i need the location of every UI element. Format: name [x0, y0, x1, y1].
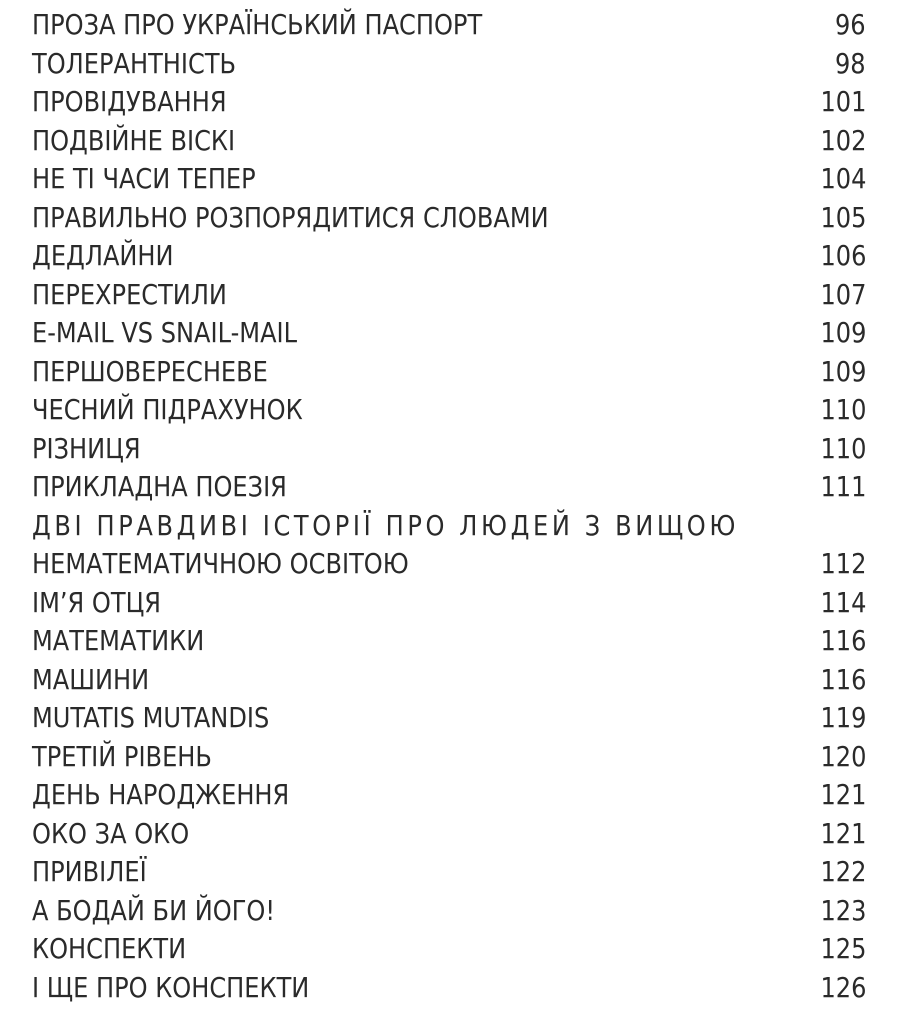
toc-entry — [32, 122, 872, 161]
toc-entry — [32, 815, 872, 854]
toc-entry-page: 98 — [835, 46, 866, 80]
toc-entry-page: 110 — [820, 431, 866, 465]
toc-entry-page: 126 — [820, 970, 866, 1004]
toc-entry — [32, 45, 872, 84]
toc-entry — [32, 661, 872, 700]
toc-entry — [32, 699, 872, 738]
toc-entry — [32, 507, 872, 546]
toc-entry — [32, 622, 872, 661]
toc-entry-title: ДВІ ПРАВДИВІ ІСТОРІЇ ПРО ЛЮДЕЙ З ВИЩОЮ — [32, 508, 739, 542]
toc-entry-title: ПЕРЕХРЕСТИЛИ — [32, 277, 227, 311]
toc-entry-page: 112 — [820, 547, 866, 580]
toc-entry-title: РІЗНИЦЯ — [32, 431, 141, 465]
toc-entry-page: 122 — [820, 855, 866, 888]
toc-entry — [32, 738, 872, 777]
toc-entry — [32, 199, 872, 238]
toc-entry-title: НЕМАТЕМАТИЧНОЮ ОСВІТОЮ — [32, 547, 409, 580]
toc-entry-title: ДЕДЛАЙНИ — [32, 239, 174, 272]
toc-entry-page: 101 — [820, 85, 866, 118]
toc-entry-title: E-MAIL VS SNAIL-MAIL — [32, 316, 298, 349]
toc-entry-title: НЕ ТІ ЧАСИ ТЕПЕР — [32, 162, 256, 195]
toc-entry-title: ТРЕТІЙ РІВЕНЬ — [32, 739, 212, 773]
toc-entry-title: ОКО ЗА ОКО — [32, 816, 190, 850]
toc-entry-title: ДЕНЬ НАРОДЖЕННЯ — [32, 778, 290, 811]
toc-entry-page: 123 — [820, 893, 866, 927]
toc-entry-page: 120 — [820, 739, 866, 773]
toc-entry — [32, 892, 872, 931]
toc-entry-title: МАШИНИ — [32, 662, 150, 696]
toc-entry — [32, 545, 872, 584]
toc-entry-title: ПРОЗА ПРО УКРАЇНСЬКИЙ ПАСПОРТ — [32, 8, 483, 41]
toc-entry — [32, 237, 872, 276]
toc-entry — [32, 468, 872, 507]
toc-entry-title: ПОДВІЙНЕ ВІСКІ — [32, 123, 236, 157]
toc-entry-page: 102 — [820, 123, 866, 157]
toc-entry — [32, 776, 872, 815]
toc-entry-page: 121 — [820, 778, 866, 811]
toc-entry-title: ПРИКЛАДНА ПОЕЗІЯ — [32, 470, 287, 503]
toc-entry-page: 116 — [820, 662, 866, 696]
toc-entry — [32, 930, 872, 969]
toc-entry-page: 114 — [820, 585, 866, 619]
toc-entry — [32, 83, 872, 122]
toc-entry-title: КОНСПЕКТИ — [32, 932, 187, 965]
toc-entry-title: ПРИВІЛЕЇ — [32, 855, 147, 888]
toc-entry — [32, 160, 872, 199]
toc-entry-title: ЧЕСНИЙ ПІДРАХУНОК — [32, 393, 303, 426]
toc-entry-page: 109 — [820, 354, 866, 388]
toc-entry-page: 106 — [820, 239, 866, 272]
toc-entry — [32, 853, 872, 892]
toc-entry — [32, 314, 872, 353]
toc-entry-page: 125 — [820, 932, 866, 965]
toc-entry — [32, 6, 872, 45]
toc-entry — [32, 584, 872, 623]
toc-entry — [32, 276, 872, 315]
toc-entry-page: 111 — [820, 470, 866, 503]
toc-entry-page: 107 — [820, 277, 866, 311]
toc-entry-title: ПЕРШОВЕРЕСНЕВЕ — [32, 354, 268, 388]
toc-entry-title: ІМ’Я ОТЦЯ — [32, 585, 162, 619]
toc-entry-page: 110 — [820, 393, 866, 426]
toc-entry-page: 105 — [820, 200, 866, 234]
toc-entry-page: 116 — [820, 624, 866, 657]
toc-entry-page: 121 — [820, 816, 866, 850]
toc-entry-page: 104 — [820, 162, 866, 195]
toc-entry-title: ПРАВИЛЬНО РОЗПОРЯДИТИСЯ СЛОВАМИ — [32, 200, 549, 234]
toc-entry — [32, 391, 872, 430]
toc-entry-title: МАТЕМАТИКИ — [32, 624, 205, 657]
toc-entry-title: І ЩЕ ПРО КОНСПЕКТИ — [32, 970, 310, 1004]
toc-entry — [32, 430, 872, 469]
toc-entry — [32, 969, 872, 1008]
toc-entry-page: 119 — [820, 701, 866, 734]
toc-entry-page: 96 — [835, 8, 866, 41]
toc-entry-title: А БОДАЙ БИ ЙОГО! — [32, 893, 276, 927]
toc-entry-title: ТОЛЕРАНТНІСТЬ — [32, 46, 237, 80]
table-of-contents — [32, 6, 872, 1007]
toc-entry-title: MUTATIS MUTANDIS — [32, 701, 270, 734]
toc-entry-title: ПРОВІДУВАННЯ — [32, 85, 227, 118]
toc-entry-page: 109 — [820, 316, 866, 349]
toc-entry — [32, 353, 872, 392]
